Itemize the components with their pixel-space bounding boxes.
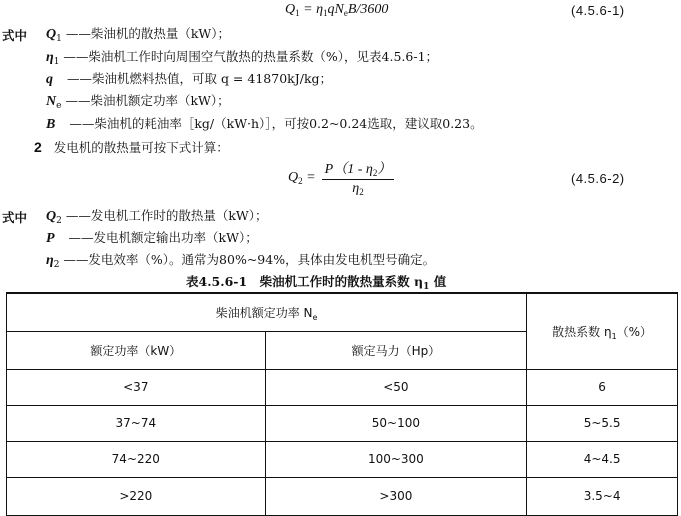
- defs1-sym: η: [46, 50, 54, 65]
- defs1-sub: 1: [53, 57, 60, 67]
- cell-kw: >220: [7, 477, 266, 515]
- table-row: [7, 441, 678, 477]
- defs1-sym: q: [46, 72, 53, 87]
- cell-hp: >300: [265, 477, 527, 515]
- header-rated-kw: 额定功率（kW）: [7, 331, 266, 369]
- defs2-text: ——发电机额定输出功率（kW）；: [68, 230, 258, 245]
- defs2-sub: 2: [56, 216, 62, 226]
- defs1-item-q1: [46, 24, 230, 43]
- item-2-number: 2: [34, 139, 42, 155]
- header-rated-hp: 额定马力（Hp）: [265, 331, 527, 369]
- eq2-denominator: [322, 181, 394, 197]
- cell-hp: <50: [265, 369, 527, 405]
- defs1-sub: e: [56, 101, 62, 111]
- cell-hp: 100~300: [265, 441, 527, 477]
- eq2-fraction: [322, 158, 394, 197]
- table-row: [7, 477, 678, 515]
- eq2-num-sub: 2: [372, 168, 378, 178]
- defs1-text: ——柴油机燃料热值，可取 q = 41870kJ/kg；: [66, 71, 333, 86]
- eq2-num-text: P（1 - η: [324, 162, 373, 177]
- equation-1: [285, 2, 388, 18]
- eq2-lhs-letter: Q: [288, 170, 299, 185]
- defs2-item-q2: [46, 206, 268, 225]
- defs2-sym: η: [46, 253, 54, 268]
- table-caption-text: 表4.5.6-1 柴油机工作时的散热量系数 η: [186, 274, 424, 289]
- eq2-num-end: ）: [377, 162, 392, 177]
- eq1-lhs: Q: [285, 2, 296, 17]
- table-caption: [186, 272, 446, 290]
- defs2-item-p: [46, 228, 258, 247]
- defs2-text: ——发电机工作时的散热量（kW）；: [65, 208, 268, 223]
- defs1-text: ——柴油机额定功率（kW）；: [65, 93, 230, 108]
- eq2-den-sub: 2: [359, 187, 364, 197]
- defs2-sym: P: [46, 231, 55, 246]
- defs1-sub: 1: [56, 34, 62, 44]
- defs1-sym: Q: [46, 27, 57, 42]
- eq1-rhs: = η: [303, 2, 324, 17]
- eq2-equals: =: [306, 170, 316, 185]
- defs1-item-ne: [46, 91, 230, 110]
- eq1-lhs-sub: 1: [295, 8, 300, 18]
- header-coef-sub: 1: [611, 331, 617, 341]
- cell-coef: 4~4.5: [527, 441, 678, 477]
- defs2-intro: 式中: [2, 210, 28, 225]
- defs1-item-eta1: [46, 47, 438, 66]
- cell-kw: 37~74: [7, 405, 266, 441]
- defs2-sym: Q: [46, 209, 57, 224]
- defs1-text: ——柴油机工作时向周围空气散热的热量系数（%），见表4.5.6-1；: [63, 49, 439, 64]
- table-row: [7, 369, 678, 405]
- cell-coef: 6: [527, 369, 678, 405]
- item-2-text: 发电机的散热量可按下式计算：: [53, 140, 229, 155]
- eq1-mid: qN: [327, 2, 344, 17]
- defs1-text: ——柴油机的耗油率［kg/（kW·h）］，可按0.2~0.24选取，建议取0.23。: [69, 116, 483, 131]
- cell-hp: 50~100: [265, 405, 527, 441]
- eq2-lhs-sub: 2: [298, 176, 303, 186]
- defs2-item-eta2: [46, 250, 435, 269]
- table-caption-suffix: 值: [429, 274, 447, 289]
- header-group-sub: e: [312, 312, 318, 322]
- header-group-text: 柴油机额定功率 N: [215, 305, 313, 320]
- header-coef-text: 散热系数 η: [552, 324, 612, 339]
- defs1-item-b: [46, 114, 483, 133]
- cell-coef: 5~5.5: [527, 405, 678, 441]
- eq2-lhs: [288, 170, 316, 186]
- eq1-sub2: e: [343, 8, 348, 18]
- table-header-row-1: [7, 293, 678, 331]
- cell-kw: 74~220: [7, 441, 266, 477]
- heat-coefficient-table: [6, 292, 678, 516]
- defs2-text: ——发电效率（%）。通常为80%~94%，具体由发电机型号确定。: [63, 252, 436, 267]
- header-rated-power-group: [7, 293, 527, 331]
- fraction-bar: [322, 179, 394, 180]
- equation-2-number: (4.5.6-2): [571, 171, 625, 186]
- eq1-end: B/3600: [347, 2, 389, 17]
- equation-1-number: (4.5.6-1): [571, 3, 625, 18]
- defs1-text: ——柴油机的散热量（kW）；: [65, 26, 231, 41]
- eq2-den: η: [352, 181, 360, 196]
- table-caption-sub: 1: [423, 282, 430, 292]
- defs1-sym: N: [46, 94, 57, 109]
- cell-kw: <37: [7, 369, 266, 405]
- item-2: [34, 138, 229, 156]
- table-row: [7, 405, 678, 441]
- eq2-numerator: [322, 158, 394, 178]
- cell-coef: 3.5~4: [527, 477, 678, 515]
- defs1-item-q: [46, 69, 332, 88]
- header-coef-suffix: （%）: [616, 324, 653, 339]
- header-coefficient: [527, 293, 678, 369]
- eq1-sub1: 1: [323, 8, 328, 18]
- defs2-sub: 2: [53, 260, 60, 270]
- defs1-sym: B: [46, 117, 56, 132]
- defs1-intro: 式中: [2, 28, 28, 43]
